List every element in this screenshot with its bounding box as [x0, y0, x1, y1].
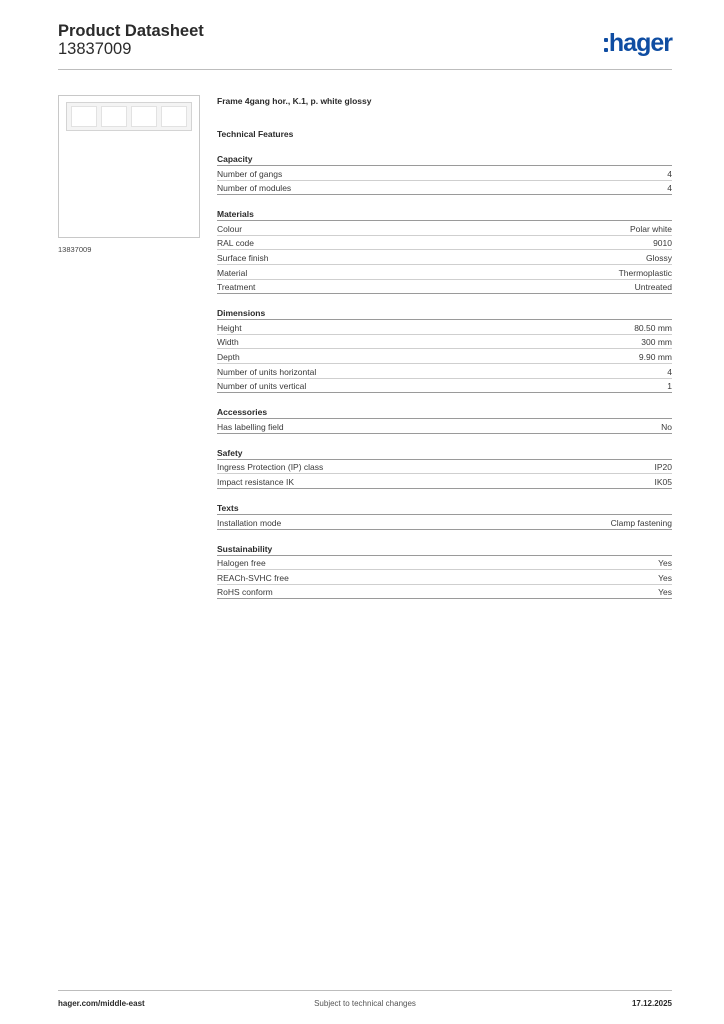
spec-row — [217, 379, 672, 394]
spec-content — [217, 96, 672, 599]
spec-label: Width — [217, 337, 239, 348]
spec-value: Yes — [658, 558, 672, 569]
spec-row — [217, 585, 672, 600]
spec-value: Yes — [658, 587, 672, 598]
spec-row — [217, 474, 672, 489]
section-title: Texts — [217, 503, 672, 515]
spec-label: Colour — [217, 223, 243, 234]
spec-value: IK05 — [654, 476, 672, 487]
section-title: Capacity — [217, 154, 672, 166]
technical-features-title: Technical Features — [217, 129, 294, 139]
spec-label: Material — [217, 267, 248, 278]
spec-sections — [217, 154, 672, 599]
section-title: Safety — [217, 448, 672, 460]
frame-gang-4 — [161, 106, 187, 127]
spec-label: Surface finish — [217, 252, 269, 263]
spec-label: Impact resistance IK — [217, 476, 295, 487]
spec-label: Number of gangs — [217, 168, 283, 179]
section-title: Sustainability — [217, 544, 672, 556]
spec-label: Halogen free — [217, 558, 266, 569]
spec-value: 9.90 mm — [638, 351, 672, 362]
frame-illustration — [66, 102, 192, 131]
spec-row — [217, 570, 672, 585]
spec-value: Glossy — [646, 252, 672, 263]
spec-value: 4 — [667, 183, 672, 194]
footer-website[interactable]: hager.com/middle-east — [58, 999, 145, 1008]
spec-value: 1 — [667, 381, 672, 392]
spec-section-sustainability — [217, 544, 672, 600]
image-caption: 13837009 — [58, 245, 92, 254]
spec-label: RoHS conform — [217, 587, 273, 598]
spec-value: IP20 — [654, 462, 672, 473]
spec-value: 300 mm — [641, 337, 672, 348]
spec-row — [217, 419, 672, 434]
spec-value: Untreated — [634, 282, 672, 293]
spec-row — [217, 280, 672, 295]
spec-label: RAL code — [217, 238, 255, 249]
spec-row — [217, 349, 672, 364]
spec-row — [217, 364, 672, 379]
spec-value: Yes — [658, 572, 672, 583]
spec-label: Number of units horizontal — [217, 366, 317, 377]
spec-label: Has labelling field — [217, 421, 284, 432]
spec-section-dimensions — [217, 308, 672, 393]
spec-section-accessories — [217, 407, 672, 434]
hager-logo — [604, 30, 672, 56]
spec-row — [217, 460, 672, 475]
spec-value: No — [661, 421, 672, 432]
spec-value: 80.50 mm — [634, 322, 672, 333]
frame-gang-2 — [101, 106, 127, 127]
section-title: Dimensions — [217, 308, 672, 320]
spec-row — [217, 250, 672, 265]
spec-value: Polar white — [629, 223, 672, 234]
frame-gang-3 — [131, 106, 157, 127]
spec-value: Thermoplastic — [618, 267, 672, 278]
spec-label: Depth — [217, 351, 240, 362]
footer-notice: Subject to technical changes — [314, 999, 416, 1008]
page-title: Product Datasheet — [58, 22, 204, 40]
spec-value: Clamp fastening — [610, 517, 672, 528]
spec-value: 9010 — [653, 238, 672, 249]
spec-section-texts — [217, 503, 672, 530]
spec-section-safety — [217, 448, 672, 489]
spec-value: 4 — [667, 366, 672, 377]
spec-label: Number of modules — [217, 183, 292, 194]
spec-row — [217, 181, 672, 196]
section-title: Accessories — [217, 407, 672, 419]
frame-gang-1 — [71, 106, 97, 127]
spec-row — [217, 236, 672, 251]
spec-value: 4 — [667, 168, 672, 179]
spec-row — [217, 265, 672, 280]
spec-label: Treatment — [217, 282, 256, 293]
product-image — [58, 95, 200, 238]
product-number: 13837009 — [58, 40, 132, 58]
spec-label: Ingress Protection (IP) class — [217, 462, 324, 473]
spec-row — [217, 515, 672, 530]
logo-text: hager — [608, 29, 672, 57]
logo-mark-icon — [604, 38, 608, 52]
spec-row — [217, 556, 672, 571]
page-header — [58, 22, 672, 70]
spec-label: Installation mode — [217, 517, 282, 528]
spec-label: Number of units vertical — [217, 381, 307, 392]
spec-section-materials — [217, 209, 672, 294]
spec-section-capacity — [217, 154, 672, 195]
spec-row — [217, 335, 672, 350]
page-footer — [58, 990, 672, 1012]
section-title: Materials — [217, 209, 672, 221]
spec-row — [217, 221, 672, 236]
footer-date: 17.12.2025 — [631, 999, 672, 1008]
spec-row — [217, 320, 672, 335]
spec-label: Height — [217, 322, 242, 333]
product-name: Frame 4gang hor., K.1, p. white glossy — [217, 96, 372, 106]
spec-label: REACh-SVHC free — [217, 572, 289, 583]
spec-row — [217, 166, 672, 181]
